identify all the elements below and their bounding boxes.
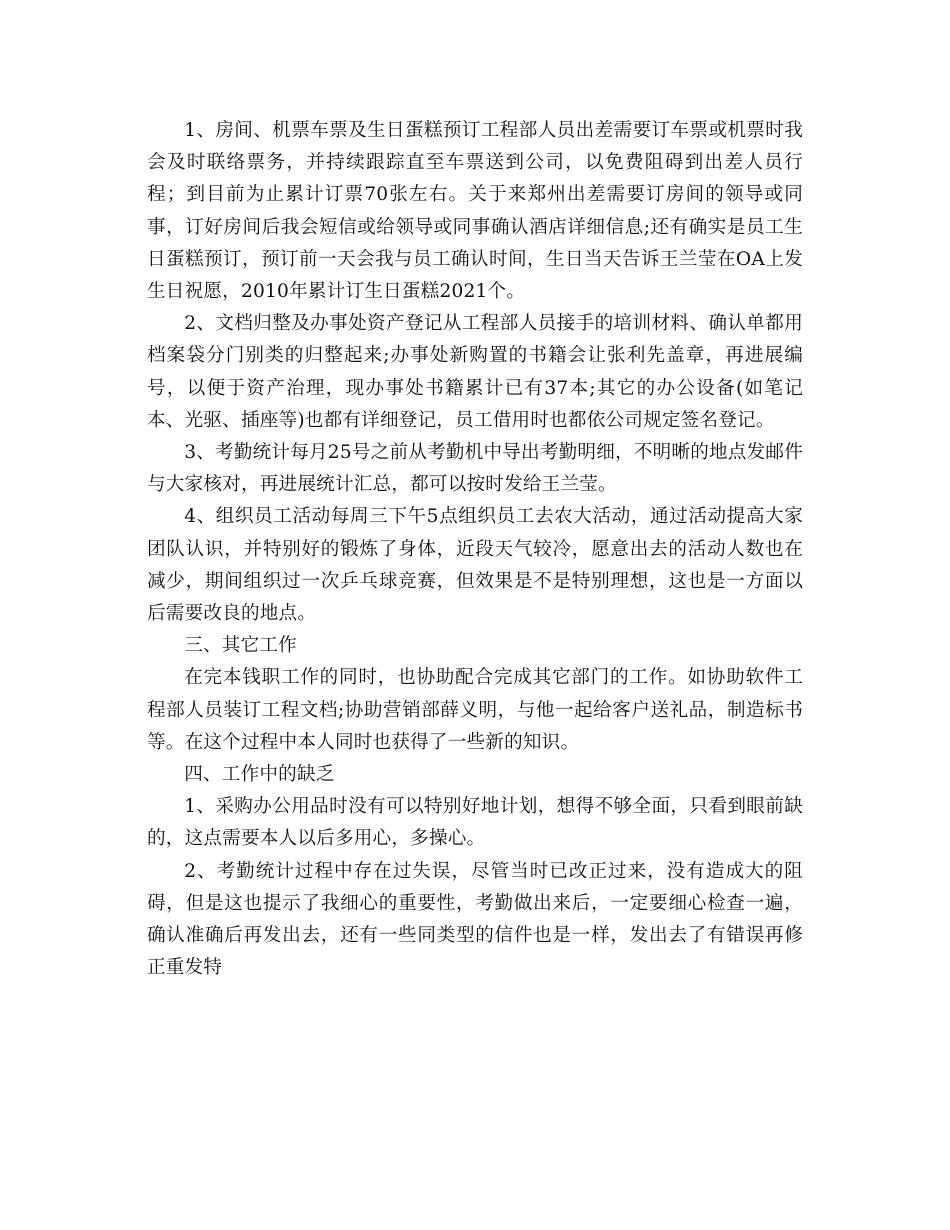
paragraph-attendance-statistics: 3、考勤统计每月25号之前从考勤机中导出考勤明细，不明晰的地点发邮件与大家核对，再进展统计汇总，都可以按时发给王兰莹。 xyxy=(147,442,803,496)
paragraph-purchasing-shortcoming: 1、采购办公用品时没有可以特别好地计划，想得不够全面，只看到眼前缺的，这点需要本人以后多用心，多操心。 xyxy=(147,796,803,850)
paragraph-document-archiving: 2、文档归整及办事处资产登记从工程部人员接手的培训材料、确认单都用档案袋分门别类的归整起来;办事处新购置的书籍会让张利先盖章，再进展编号，以便于资产治理，现办事处书籍累计已有37本;其它的办公设备(如笔记本、光驱、插座等)也都有详细登记，员工借用时也都依公司规定签名登记。 xyxy=(147,313,803,431)
section-heading-other-work: 三、其它工作 xyxy=(184,635,297,657)
paragraph-other-work: 在完本钱职工作的同时，也协助配合完成其它部门的工作。如协助软件工程部人员装订工程文档;协助营销部薛义明，与他一起给客户送礼品，制造标书等。在这个过程中本人同时也获得了一些新的知识。 xyxy=(147,667,803,753)
section-heading-shortcomings: 四、工作中的缺乏 xyxy=(184,764,335,786)
paragraph-employee-activities: 4、组织员工活动每周三下午5点组织员工去农大活动，通过活动提高大家团队认识，并特别好的锻炼了身体，近段天气较冷，愿意出去的活动人数也在减少，期间组织过一次乒乓球竞赛，但效果是不是特别理想，这也是一方面以后需要改良的地点。 xyxy=(147,506,803,625)
paragraph-attendance-shortcoming: 2、考勤统计过程中存在过失误，尽管当时已改正过来，没有造成大的阻碍，但是这也提示了我细心的重要性，考勤做出来后，一定要细心检查一遍，确认准确后再发出去，还有一些同类型的信件也是一样，发出去了有错误再修正重发特 xyxy=(147,860,803,979)
paragraph-ticket-booking: 1、房间、机票车票及生日蛋糕预订工程部人员出差需要订车票或机票时我会及时联络票务，并持续跟踪直至车票送到公司，以免费阻碍到出差人员行程；到目前为止累计订票70张左右。关于来郑州出差需要订房间的领导或同事，订好房间后我会短信或给领导或同事确认酒店详细信息;还有确实是员工生日蛋糕预订，预订前一天会我与员工确认时间，生日当天告诉王兰莹在OA上发生日祝愿，2010年累计订生日蛋糕2021个。 xyxy=(147,120,803,303)
document-body xyxy=(147,115,803,984)
